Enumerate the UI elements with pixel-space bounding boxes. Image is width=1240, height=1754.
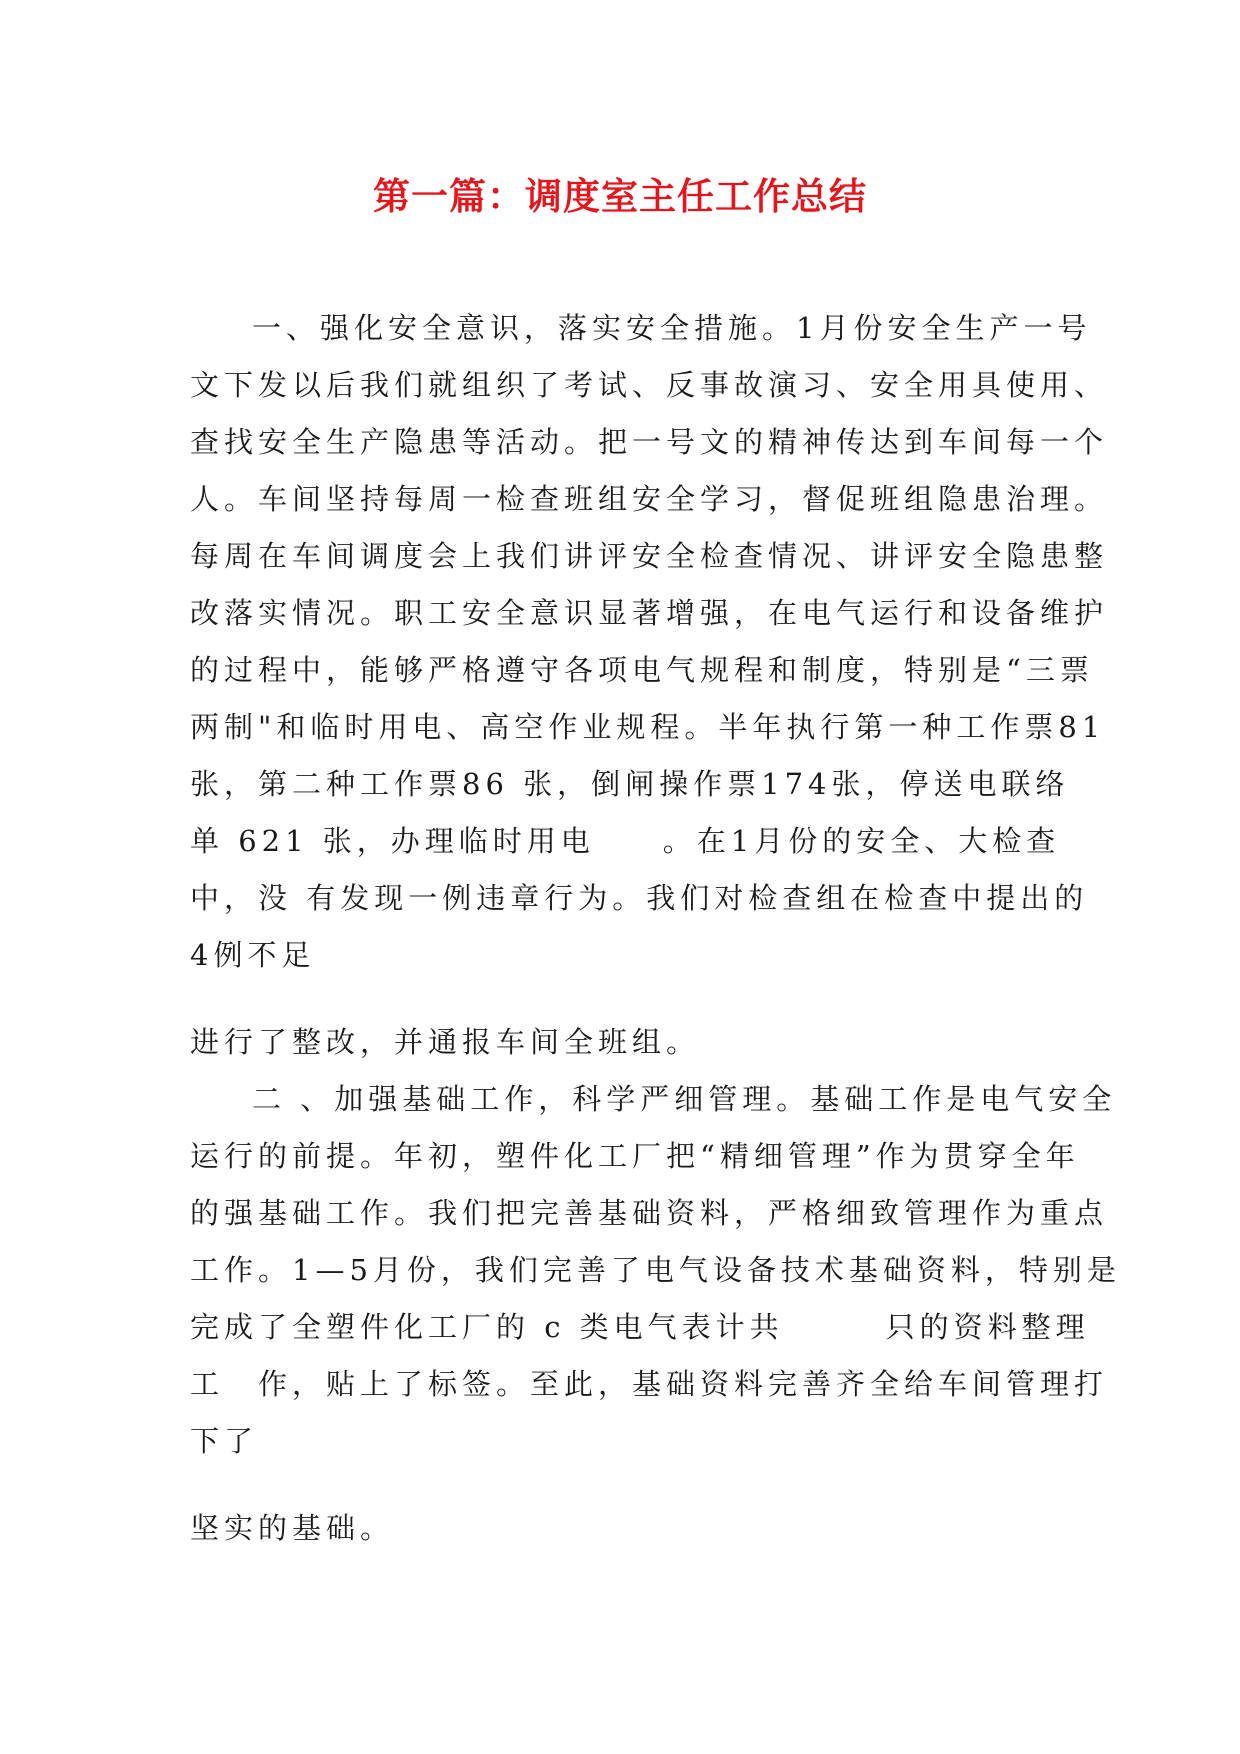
paragraph-line: 文下发以后我们就组织了考试、反事故演习、安全用具使用、 bbox=[190, 368, 1109, 402]
document-title: 第一篇：调度室主任工作总结 bbox=[373, 174, 867, 218]
document-body bbox=[190, 300, 1121, 1557]
paragraph-line: 人。车间坚持每周一检查班组安全学习，督促班组隐患治理。 bbox=[190, 482, 1109, 516]
paragraph-line: 二 、加强基础工作，科学严细管理。基础工作是电气安全 bbox=[252, 1082, 1117, 1116]
paragraph-line: 查找安全生产隐患等活动。把一号文的精神传达到车间每一个 bbox=[190, 425, 1109, 459]
paragraph-line: 的强基础工作。我们把完善基础资料，严格细致管理作为重点 bbox=[190, 1196, 1109, 1230]
paragraph-line: 单 621 张，办理临时用电 。在1月份的安全、大检查 bbox=[190, 824, 1061, 858]
paragraph-line: 改落实情况。职工安全意识显著增强，在电气运行和设备维护 bbox=[190, 596, 1109, 630]
paragraph-line: 4例不足 bbox=[190, 938, 316, 972]
paragraph-line: 运行的前提。年初，塑件化工厂把“精细管理”作为贯穿全年 bbox=[190, 1139, 1080, 1173]
paragraph-line: 一、强化安全意识，落实安全措施。1月份安全生产一号 bbox=[252, 311, 1092, 345]
paragraph-line: 工作。1—5月份，我们完善了电气设备技术基础资料，特别是 bbox=[190, 1253, 1121, 1287]
paragraph-line: 中，没 有发现一例违章行为。我们对检查组在检查中提出的 bbox=[190, 881, 1089, 915]
paragraph-line: 进行了整改，并通报车间全班组。 bbox=[190, 1025, 701, 1059]
paragraph-line: 的过程中，能够严格遵守各项电气规程和制度，特别是“三票 bbox=[190, 653, 1094, 687]
paragraph-line: 坚实的基础。 bbox=[190, 1511, 395, 1545]
paragraph-line: 两制"和临时用电、高空作业规程。半年执行第一种工作票81 bbox=[190, 710, 1106, 744]
paragraph-line: 下了 bbox=[190, 1424, 259, 1458]
paragraph-line: 完成了全塑件化工厂的 c 类电气表计共 只的资料整理 bbox=[190, 1310, 1090, 1344]
paragraph-line: 每周在车间调度会上我们讲评安全检查情况、讲评安全隐患整 bbox=[190, 539, 1109, 573]
paragraph-line: 张，第二种工作票86 张，倒闸操作票174张，停送电联络 bbox=[190, 767, 1070, 801]
paragraph-line: 工 作，贴上了标签。至此，基础资料完善齐全给车间管理打 bbox=[190, 1367, 1109, 1401]
